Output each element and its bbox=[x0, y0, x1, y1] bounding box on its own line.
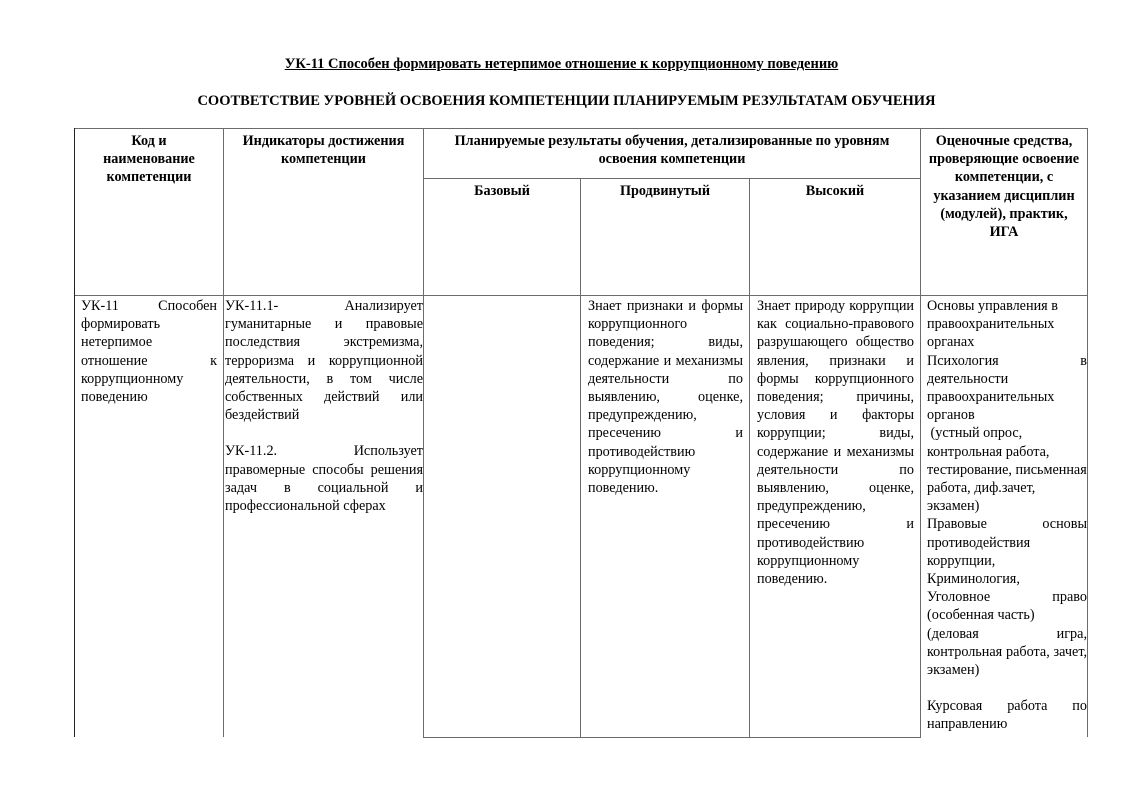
high-result-text: Знает природу коррупции как социально-правового разрушающего общество явления, признаки и формы коррупционного поведения; причины, условия и факторы коррупции; виды, содержание и механизмы деятельности по выявлению, оценке, предупреждению, пресечению и противодействию коррупционному поведению. bbox=[757, 298, 914, 588]
cell-indicators bbox=[224, 297, 424, 515]
assessment-discipline-3: Правовые основы противодействия коррупции, bbox=[927, 516, 1087, 569]
cell-level-high bbox=[750, 297, 920, 588]
assessment-discipline-1: Основы управления в правоохранительных органах bbox=[927, 298, 1058, 351]
cell-assessment bbox=[921, 297, 1091, 734]
header-level-high: Высокий bbox=[805, 183, 865, 199]
advanced-result-text: Знает признаки и формы коррупционного поведения; виды, содержание и механизмы деятельности по выявлению, оценке, предупреждению, пресечению и противодействию коррупционному поведению. bbox=[588, 298, 743, 497]
header-code: Код и наименование компетенции bbox=[103, 133, 195, 186]
document-subtitle: СООТВЕТСТВИЕ УРОВНЕЙ ОСВОЕНИЯ КОМПЕТЕНЦИИ ПЛАНИРУЕМЫМ РЕЗУЛЬТАТАМ ОБУЧЕНИЯ bbox=[197, 93, 936, 109]
assessment-methods-1: (устный опрос, контрольная работа, тестирование, письменная работа, диф.зачет, экзамен) bbox=[927, 425, 1091, 515]
cell-level-advanced bbox=[581, 297, 749, 497]
cell-competency-code bbox=[75, 297, 223, 406]
table-left-border bbox=[74, 128, 75, 737]
header-planned-results: Планируемые результаты обучения, детализированные по уровням освоения компетенции bbox=[454, 133, 890, 168]
header-assessment: Оценочные средства, проверяющие освоение компетенции, с указанием дисциплин (модулей), практик, ИГА bbox=[928, 133, 1080, 241]
indicator-11-1: УК-11.1- Анализирует гуманитарные и правовые последствия экстремизма, терроризма и коррупционной деятельности, в том числе собственных действий или бездействий bbox=[225, 298, 423, 424]
assessment-discipline-2: Психология в деятельности правоохранительных органов bbox=[927, 352, 1087, 424]
assessment-discipline-5: Уголовное право (особенная часть) bbox=[927, 589, 1087, 624]
levels-divider bbox=[423, 178, 921, 179]
document-title: УК-11 Способен формировать нетерпимое отношение к коррупционному поведению bbox=[284, 56, 839, 72]
header-indicators: Индикаторы достижения компетенции bbox=[242, 133, 405, 168]
indicator-11-2: УК-11.2. Использует правомерные способы решения задач в социальной и профессиональной сферах bbox=[225, 443, 423, 515]
assessment-discipline-4: Криминология, bbox=[927, 571, 1020, 588]
table-top-border bbox=[74, 128, 1088, 129]
header-level-advanced: Продвинутый bbox=[619, 183, 711, 199]
assessment-coursework: Курсовая работа по направлению bbox=[927, 698, 1087, 733]
header-level-basic: Базовый bbox=[474, 183, 530, 199]
competency-code-text: УК-11 Способен формировать нетерпимое отношение к коррупционному поведению bbox=[81, 298, 217, 406]
assessment-methods-2: (деловая игра, контрольная работа, зачет, экзамен) bbox=[927, 625, 1087, 679]
header-bottom-border bbox=[74, 295, 1088, 296]
levels-bottom-border bbox=[423, 737, 921, 738]
